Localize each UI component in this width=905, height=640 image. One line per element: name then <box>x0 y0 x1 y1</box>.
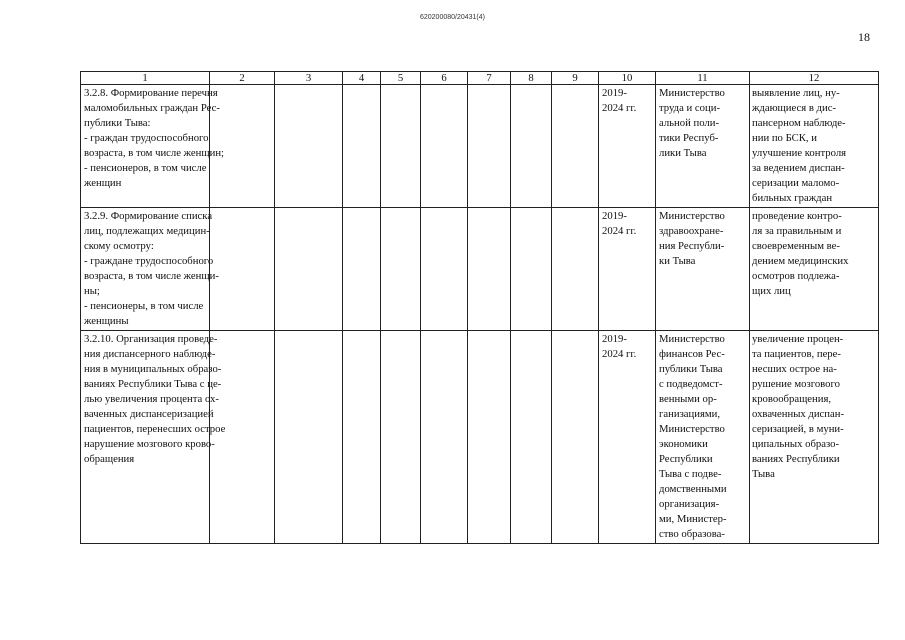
column-number-header: 1 <box>81 72 210 85</box>
empty-cell <box>210 208 275 331</box>
empty-cell <box>381 331 421 544</box>
column-number-header: 4 <box>343 72 381 85</box>
empty-cell <box>552 85 599 208</box>
empty-cell <box>381 85 421 208</box>
empty-cell <box>421 85 468 208</box>
result-cell: увеличение процен- та пациентов, пере- несших острое на- рушение мозгового кровообращения, охваченных диспан- серизацией, в муни- ципальных образо- ваниях Республики Тыва <box>750 331 879 544</box>
measure-cell: 3.2.8. Формирование перечня маломобильных граждан Рес- публики Тыва: - граждан трудоспособного возраста, в том числе женщин; - пенсионеров, в том числе женщин <box>81 85 210 208</box>
empty-cell <box>275 208 343 331</box>
measure-cell: 3.2.9. Формирование списка лиц, подлежащих медицин- скому осмотру: - граждане трудоспособного возраста, в том числе женщи- ны; - пенсионеры, в том числе женщины <box>81 208 210 331</box>
empty-cell <box>511 331 552 544</box>
page-number: 18 <box>858 30 870 44</box>
period-cell: 2019- 2024 гг. <box>599 85 656 208</box>
column-number-header: 11 <box>656 72 750 85</box>
empty-cell <box>468 208 511 331</box>
empty-cell <box>275 85 343 208</box>
table-row <box>81 85 879 208</box>
column-number-header: 9 <box>552 72 599 85</box>
empty-cell <box>421 331 468 544</box>
result-cell: выявление лиц, ну- ждающиеся в дис- пансерном наблюде- нии по БСК, и улучшение контроля за ведением диспан- серизации маломо- бильных граждан <box>750 85 879 208</box>
column-number-header: 8 <box>511 72 552 85</box>
empty-cell <box>468 331 511 544</box>
table-row <box>81 208 879 331</box>
empty-cell <box>381 208 421 331</box>
empty-cell <box>552 331 599 544</box>
table-row <box>81 331 879 544</box>
document-id: 620200080/20431(4) <box>419 14 485 21</box>
empty-cell <box>511 85 552 208</box>
empty-cell <box>343 331 381 544</box>
empty-cell <box>343 85 381 208</box>
column-number-header: 5 <box>381 72 421 85</box>
table-header-row <box>81 72 879 85</box>
column-number-header: 10 <box>599 72 656 85</box>
result-cell: проведение контро- ля за правильным и своевременным ве- дением медицинских осмотров подлежа- щих лиц <box>750 208 879 331</box>
empty-cell <box>552 208 599 331</box>
measure-cell: 3.2.10. Организация проведе- ния диспансерного наблюде- ния в муниципальных образо- ваниях Республики Тыва с це- лью увеличения процента ох- ваченных диспансеризацией пациентов, перенесших острое нарушение мозгового крово- обращения <box>81 331 210 544</box>
period-cell: 2019- 2024 гг. <box>599 208 656 331</box>
column-number-header: 3 <box>275 72 343 85</box>
empty-cell <box>421 208 468 331</box>
column-number-header: 12 <box>750 72 879 85</box>
empty-cell <box>511 208 552 331</box>
empty-cell <box>468 85 511 208</box>
executor-cell: Министерство здравоохране- ния Республи- ки Тыва <box>656 208 750 331</box>
empty-cell <box>343 208 381 331</box>
program-measures-table <box>80 71 879 544</box>
executor-cell: Министерство труда и соци- альной поли- тики Респуб- лики Тыва <box>656 85 750 208</box>
column-number-header: 6 <box>421 72 468 85</box>
column-number-header: 7 <box>468 72 511 85</box>
empty-cell <box>275 331 343 544</box>
column-number-header: 2 <box>210 72 275 85</box>
period-cell: 2019- 2024 гг. <box>599 331 656 544</box>
executor-cell: Министерство финансов Рес- публики Тыва с подведомст- венными ор- ганизациями, Министерство экономики Республики Тыва с подве- домственными организация- ми, Министер- ство образова- <box>656 331 750 544</box>
